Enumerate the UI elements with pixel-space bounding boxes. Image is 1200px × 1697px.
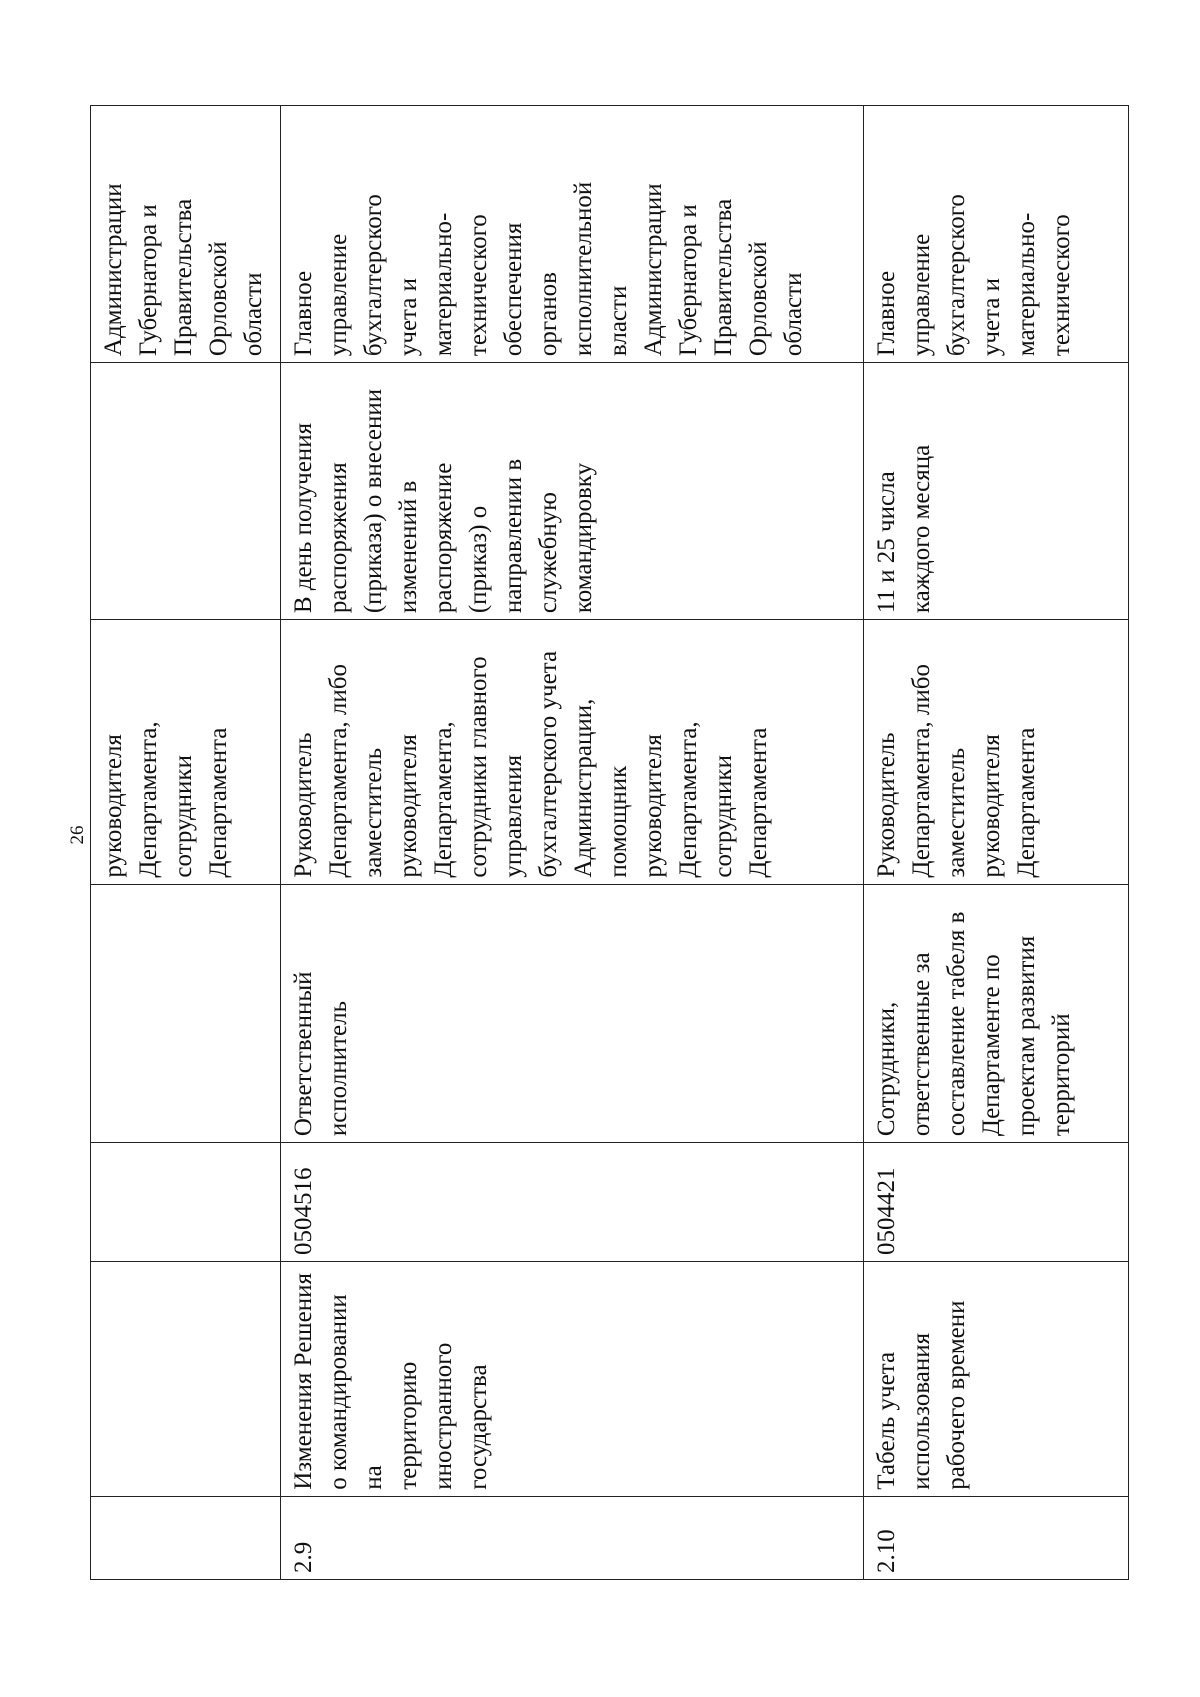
cell-author bbox=[91, 884, 281, 1143]
cell-recipient: Администрации Губернатора и Правительства Орловской области bbox=[91, 106, 281, 363]
table-row-continuation bbox=[91, 106, 281, 1580]
cell-deadline bbox=[91, 363, 281, 620]
cell-document-name: Изменения Решения о командировании на территорию иностранного государства bbox=[281, 1262, 864, 1497]
cell-form-code: 0504421 bbox=[864, 1143, 1129, 1262]
rotated-table-wrapper bbox=[90, 105, 1128, 1580]
cell-number bbox=[91, 1496, 281, 1579]
cell-author: Сотрудники, ответственные за составление табеля в Департаменте по проектам развития территорий bbox=[864, 884, 1129, 1143]
cell-document-name: Табель учета использования рабочего времени bbox=[864, 1262, 1129, 1497]
cell-signer: Руководитель Департамента, либо заместитель руководителя Департамента, сотрудники главного управления бухгалтерского учета Администрации, помощник руководителя Департамента, сотрудники Департамента bbox=[281, 620, 864, 884]
cell-recipient: Главное управление бухгалтерского учета и материально- технического обеспечения органов исполнительной власти Администрации Губернатора и Правительства Орловской области bbox=[281, 106, 864, 363]
cell-author: Ответственный исполнитель bbox=[281, 884, 864, 1143]
cell-document-name bbox=[91, 1262, 281, 1497]
cell-form-code bbox=[91, 1143, 281, 1262]
cell-deadline: В день получения распоряжения (приказа) о внесении изменений в распоряжение (приказ) о направлении в служебную командировку bbox=[281, 363, 864, 620]
table-row-2-10 bbox=[864, 106, 1129, 1580]
page-number: 26 bbox=[67, 825, 88, 845]
cell-signer: Руководитель Департамента, либо заместитель руководителя Департамента bbox=[864, 620, 1129, 884]
cell-deadline: 11 и 25 числа каждого месяца bbox=[864, 363, 1129, 620]
document-table bbox=[90, 105, 1129, 1580]
cell-number: 2.9 bbox=[281, 1496, 864, 1579]
cell-recipient: Главное управление бухгалтерского учета и материально- технического bbox=[864, 106, 1129, 363]
table-row-2-9 bbox=[281, 106, 864, 1580]
cell-number: 2.10 bbox=[864, 1496, 1129, 1579]
cell-signer: руководителя Департамента, сотрудники Департамента bbox=[91, 620, 281, 884]
cell-form-code: 0504516 bbox=[281, 1143, 864, 1262]
